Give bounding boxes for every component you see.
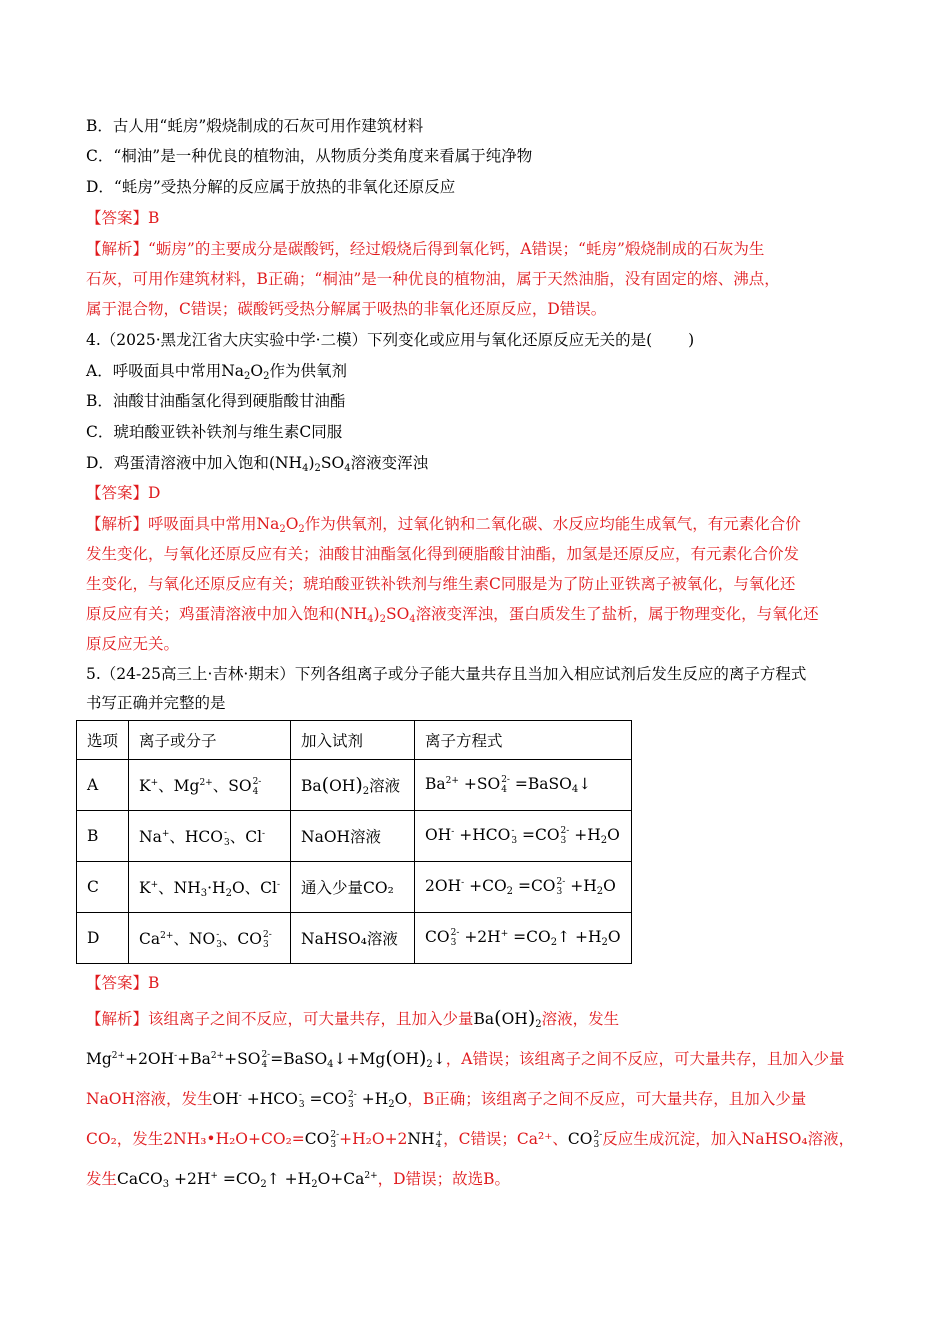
- q5-explanation-line2: $Mg^{2+}+2OH^-+Ba^{2+}+SO$ 2- 4 $=BaSO_4↓+Mg(OH)_2↓$，A错误；该组离子之间不反应，可大量共存，且加入少量: [86, 1047, 845, 1070]
- row-ions: $Ca^{2+}$、NO - 3 、CO 2- 3: [129, 913, 291, 964]
- row-option: D: [77, 913, 129, 964]
- row-reagent: NaOH溶液: [291, 811, 415, 862]
- q5-explanation-line5: 发生CaCO$_3$ $+2H^+ =CO_2↑ +H_2O+Ca^{2+}$，D错误；故选B。: [86, 1170, 510, 1190]
- table-row: [77, 760, 632, 811]
- q4-explanation-line3: 生变化，与氧化还原反应有关；琥珀酸亚铁补铁剂与维生素C同服是为了防止亚铁离子被氧化，与氧化还: [86, 575, 796, 593]
- row-reagent: NaHSO₄溶液: [291, 913, 415, 964]
- q3-option-d: D．“蚝房”受热分解的反应属于放热的非氧化还原反应: [86, 178, 456, 196]
- q5-explanation-line4: CO₂，发生2NH₃•H₂O+CO₂=CO 2- 3 +H₂O+2NH + 4 ，C错误；Ca²⁺、CO 2- 3 反应生成沉淀，加入NaHSO₄溶液，: [86, 1130, 855, 1150]
- q4-explanation-line2: 发生变化，与氧化还原反应有关；油酸甘油酯氢化得到硬脂酸甘油酯，加氢是还原反应，有元素化合价发: [86, 545, 800, 563]
- row-ions: Na+、HCO - 3 、Cl-: [129, 811, 291, 862]
- header-option: 选项: [77, 721, 129, 760]
- q3-explanation-line3: 属于混合物，C错误；碳酸钙受热分解属于吸热的非氧化还原反应，D错误。: [86, 300, 607, 318]
- header-equation: 离子方程式: [415, 721, 632, 760]
- q5-explanation-line1: 【解析】该组离子之间不反应，可大量共存，且加入少量$Ba(OH)_2$溶液，发生: [86, 1007, 620, 1030]
- q4-explanation-line4: 原反应有关；鸡蛋清溶液中加入饱和$(NH_4)_2SO_4$溶液变浑浊，蛋白质发生了盐析，属于物理变化，与氧化还: [86, 605, 819, 625]
- q4-stem: 4.（2025·黑龙江省大庆实验中学·二模）下列变化或应用与氧化还原反应无关的是( ): [86, 331, 695, 349]
- row-option: C: [77, 862, 129, 913]
- table-header-row: [77, 721, 632, 760]
- q5-explanation-line3: NaOH溶液，发生OH- +HCO - 3 =CO 2- 3 $+H_2O$，B正确；该组离子之间不反应，可大量共存，且加入少量: [86, 1090, 807, 1110]
- row-reagent: 通入少量CO₂: [291, 862, 415, 913]
- q3-option-c: C．“桐油”是一种优良的植物油，从物质分类角度来看属于纯净物: [86, 147, 533, 165]
- row-equation: $2OH^- +CO_2 =CO$ 2- 3 $+H_2O$: [415, 862, 632, 913]
- q5-stem-line2: 书写正确并完整的是: [86, 694, 226, 712]
- q4-option-d: D．鸡蛋清溶液中加入饱和$(NH_4)_2SO_4$溶液变浑浊: [86, 454, 429, 474]
- row-equation: CO 2- 3 $+2H^+ =CO_2↑ +H_2O$: [415, 913, 632, 964]
- table-row: [77, 862, 632, 913]
- header-ions: 离子或分子: [129, 721, 291, 760]
- q4-option-b: B．油酸甘油酯氢化得到硬脂酸甘油酯: [86, 392, 346, 410]
- row-option: B: [77, 811, 129, 862]
- row-option: A: [77, 760, 129, 811]
- q3-explanation-line2: 石灰，可用作建筑材料，B正确；“桐油”是一种优良的植物油，属于天然油脂，没有固定的熔、沸点，: [86, 270, 780, 288]
- row-equation: OH- +HCO - 3 =CO 2- 3 $+H_2O$: [415, 811, 632, 862]
- q5-options-table: [76, 720, 632, 964]
- header-reagent: 加入试剂: [291, 721, 415, 760]
- q4-option-c: C．琥珀酸亚铁补铁剂与维生素C同服: [86, 423, 343, 441]
- row-reagent: $Ba(OH)_2$溶液: [291, 760, 415, 811]
- table-row: [77, 811, 632, 862]
- q5-stem-line1: 5.（24-25高三上·吉林·期末）下列各组离子或分子能大量共存且当加入相应试剂后发生反应的离子方程式: [86, 665, 807, 683]
- row-ions: K+、$NH_3\cdot H_2O$、Cl-: [129, 862, 291, 913]
- q4-option-a: A．呼吸面具中常用$Na_2O_2$作为供氧剂: [86, 362, 347, 382]
- q5-answer: 【答案】B: [86, 974, 160, 992]
- q3-option-b: B．古人用“蚝房”煅烧制成的石灰可用作建筑材料: [86, 117, 424, 135]
- q4-explanation-line5: 原反应无关。: [86, 635, 180, 653]
- q4-answer: 【答案】D: [86, 484, 161, 502]
- q3-answer: 【答案】B: [86, 209, 160, 227]
- q3-explanation-line1: 【解析】“蛎房”的主要成分是碳酸钙，经过煅烧后得到氧化钙，A错误；“蚝房”煅烧制成的石灰为生: [86, 240, 765, 258]
- row-equation: $Ba^{2+} +SO$ 2- 4 =BaSO$_4$↓: [415, 760, 632, 811]
- row-ions: K+、$Mg^{2+}$、SO 2- 4: [129, 760, 291, 811]
- table-row: [77, 913, 632, 964]
- q4-explanation-line1: 【解析】呼吸面具中常用$Na_2O_2$作为供氧剂，过氧化钠和二氧化碳、水反应均能生成氧气，有元素化合价: [86, 515, 801, 535]
